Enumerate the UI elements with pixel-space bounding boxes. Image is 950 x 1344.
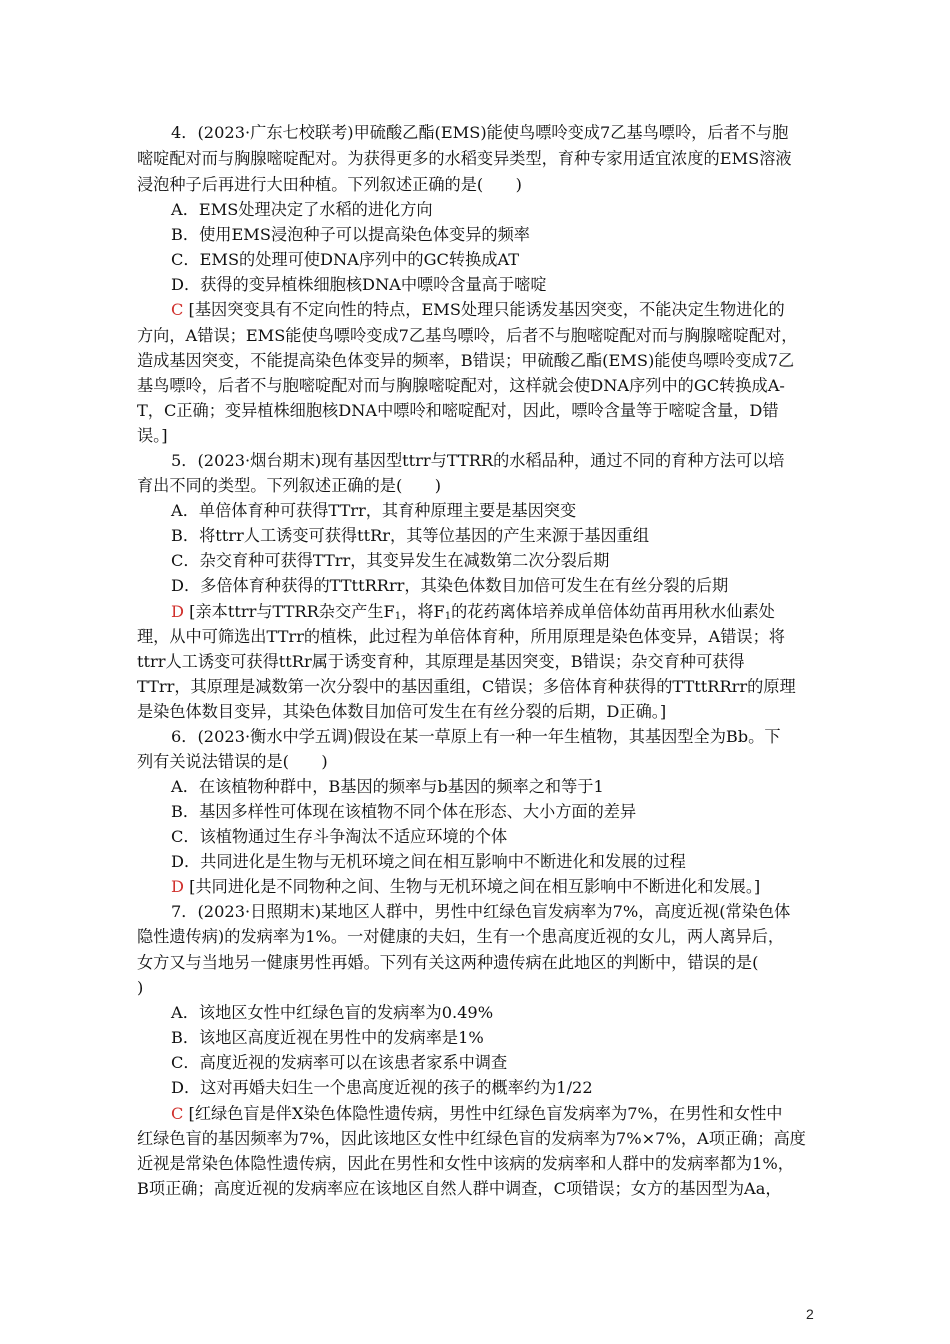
q7-explanation-line: 红绿色盲的基因频率为7%，因此该地区女性中红绿色盲的发病率为7%×7%，A项正确；高度	[137, 1129, 806, 1148]
q5-answer-letter: D	[171, 602, 184, 621]
q5-stem-line: 5．(2023·烟台期末)现有基因型ttrr与TTRR的水稻品种，通过不同的育种方法可以培	[171, 451, 785, 470]
q5-stem-line: 育出不同的类型。下列叙述正确的是( )	[137, 476, 442, 495]
q4-explanation-line	[171, 297, 785, 323]
q7-stem-line: 7．(2023·日照期末)某地区人群中，男性中红绿色盲发病率为7%，高度近视(常染色体	[171, 902, 791, 921]
q6-stem-line: 6．(2023·衡水中学五调)假设在某一草原上有一种一年生植物，其基因型全为Bb。下	[171, 727, 781, 746]
q7-stem-line: 女方又与当地另一健康男性再婚。下列有关这两种遗传病在此地区的判断中，错误的是(	[137, 953, 759, 972]
q4-explanation-line: 基鸟嘌呤，后者不与胞嘧啶配对而与胸腺嘧啶配对，这样就会使DNA序列中的GC转换成A-	[137, 376, 785, 395]
q5-option-a: A．单倍体育种可获得TTrr，其育种原理主要是基因突变	[171, 501, 577, 520]
q7-option-d: D．这对再婚夫妇生一个患高度近视的孩子的概率约为1/22	[171, 1078, 593, 1097]
q5-explanation-line	[171, 599, 775, 625]
q7-stem-line: 隐性遗传病)的发病率为1%。一对健康的夫妇，生有一个患高度近视的女儿，两人离异后，	[137, 927, 785, 946]
q4-answer-letter: C	[171, 300, 184, 319]
q7-explanation-line	[171, 1101, 782, 1127]
q4-explanation-text: [基因突变具有不定向性的特点，EMS处理只能诱发基因突变，不能决定生物进化的	[188, 300, 785, 319]
q6-explanation-line	[171, 874, 760, 900]
q7-option-b: B．该地区高度近视在男性中的发病率是1%	[171, 1028, 484, 1047]
q4-option-c: C．EMS的处理可使DNA序列中的GC转换成AT	[171, 250, 520, 269]
q6-answer-letter: D	[171, 877, 184, 896]
q4-explanation-line: 误。]	[137, 426, 168, 445]
q5-option-b: B．将ttrr人工诱变可获得ttRr，其等位基因的产生来源于基因重组	[171, 526, 650, 545]
q6-stem-line: 列有关说法错误的是( )	[137, 752, 328, 771]
q4-explanation-line: 方向，A错误；EMS能使鸟嘌呤变成7乙基鸟嘌呤，后者不与胞嘧啶配对而与胸腺嘧啶配对，	[137, 326, 798, 345]
q4-option-d: D．获得的变异植株细胞核DNA中嘌呤含量高于嘧啶	[171, 275, 547, 294]
page-number: 2	[806, 1306, 814, 1322]
q5-option-c: C．杂交育种可获得TTrr，其变异发生在减数第二次分裂后期	[171, 551, 610, 570]
q7-option-c: C．高度近视的发病率可以在该患者家系中调查	[171, 1053, 508, 1072]
q6-explanation-text: [共同进化是不同物种之间、生物与无机环境之间在相互影响中不断进化和发展。]	[189, 877, 761, 896]
q7-explanation-line: B项正确；高度近视的发病率应在该地区自然人群中调查，C项错误；女方的基因型为Aa，	[137, 1179, 782, 1198]
q5-explanation-text: [亲本ttrr与TTRR杂交产生$F_1$，将$F_1$的花药离体培养成单倍体幼苗再用秋水仙素处	[189, 602, 775, 622]
q7-explanation-line: 近视是常染色体隐性遗传病，因此在男性和女性中该病的发病率和人群中的发病率都为1%，	[137, 1154, 794, 1173]
q5-explanation-line: 理，从中可筛选出TTrr的植株，此过程为单倍体育种，所用原理是染色体变异，A错误；将	[137, 627, 785, 646]
q5-option-d: D．多倍体育种获得的TTttRRrr，其染色体数目加倍可发生在有丝分裂的后期	[171, 576, 729, 595]
q5-explanation-line: 是染色体数目变异，其染色体数目加倍可发生在有丝分裂的后期，D正确。]	[137, 702, 667, 721]
q4-explanation-line: 造成基因突变，不能提高染色体变异的频率，B错误；甲硫酸乙酯(EMS)能使鸟嘌呤变成7乙	[137, 351, 795, 370]
q7-option-a: A．该地区女性中红绿色盲的发病率为0.49%	[171, 1003, 494, 1022]
q5-explanation-line: ttrr人工诱变可获得ttRr属于诱变育种，其原理是基因突变，B错误；杂交育种可获得	[137, 652, 745, 671]
q6-option-a: A．在该植物种群中，B基因的频率与b基因的频率之和等于1	[171, 777, 604, 796]
q5-explanation-line: TTrr，其原理是减数第一次分裂中的基因重组，C错误；多倍体育种获得的TTttRRrr的原理	[137, 677, 796, 696]
q4-option-b: B．使用EMS浸泡种子可以提高染色体变异的频率	[171, 225, 530, 244]
q4-option-a: A．EMS处理决定了水稻的进化方向	[171, 200, 433, 219]
q6-option-d: D．共同进化是生物与无机环境之间在相互影响中不断进化和发展的过程	[171, 852, 686, 871]
q4-stem-line: 嘧啶配对而与胸腺嘧啶配对。为获得更多的水稻变异类型，育种专家用适宜浓度的EMS溶液	[137, 149, 792, 168]
q4-explanation-line: T，C正确；变异植株细胞核DNA中嘌呤和嘧啶配对，因此，嘌呤含量等于嘧啶含量，D错	[137, 401, 779, 420]
q6-option-c: C．该植物通过生存斗争淘汰不适应环境的个体	[171, 827, 508, 846]
q7-explanation-text: [红绿色盲是伴X染色体隐性遗传病，男性中红绿色盲发病率为7%，在男性和女性中	[188, 1104, 783, 1123]
q6-option-b: B．基因多样性可体现在该植物不同个体在形态、大小方面的差异	[171, 802, 637, 821]
q7-stem-line: )	[137, 978, 144, 997]
q7-answer-letter: C	[171, 1104, 184, 1123]
q4-stem-line: 浸泡种子后再进行大田种植。下列叙述正确的是( )	[137, 175, 522, 194]
q4-stem-line: 4．(2023·广东七校联考)甲硫酸乙酯(EMS)能使鸟嘌呤变成7乙基鸟嘌呤，后者不与胞	[171, 123, 789, 142]
